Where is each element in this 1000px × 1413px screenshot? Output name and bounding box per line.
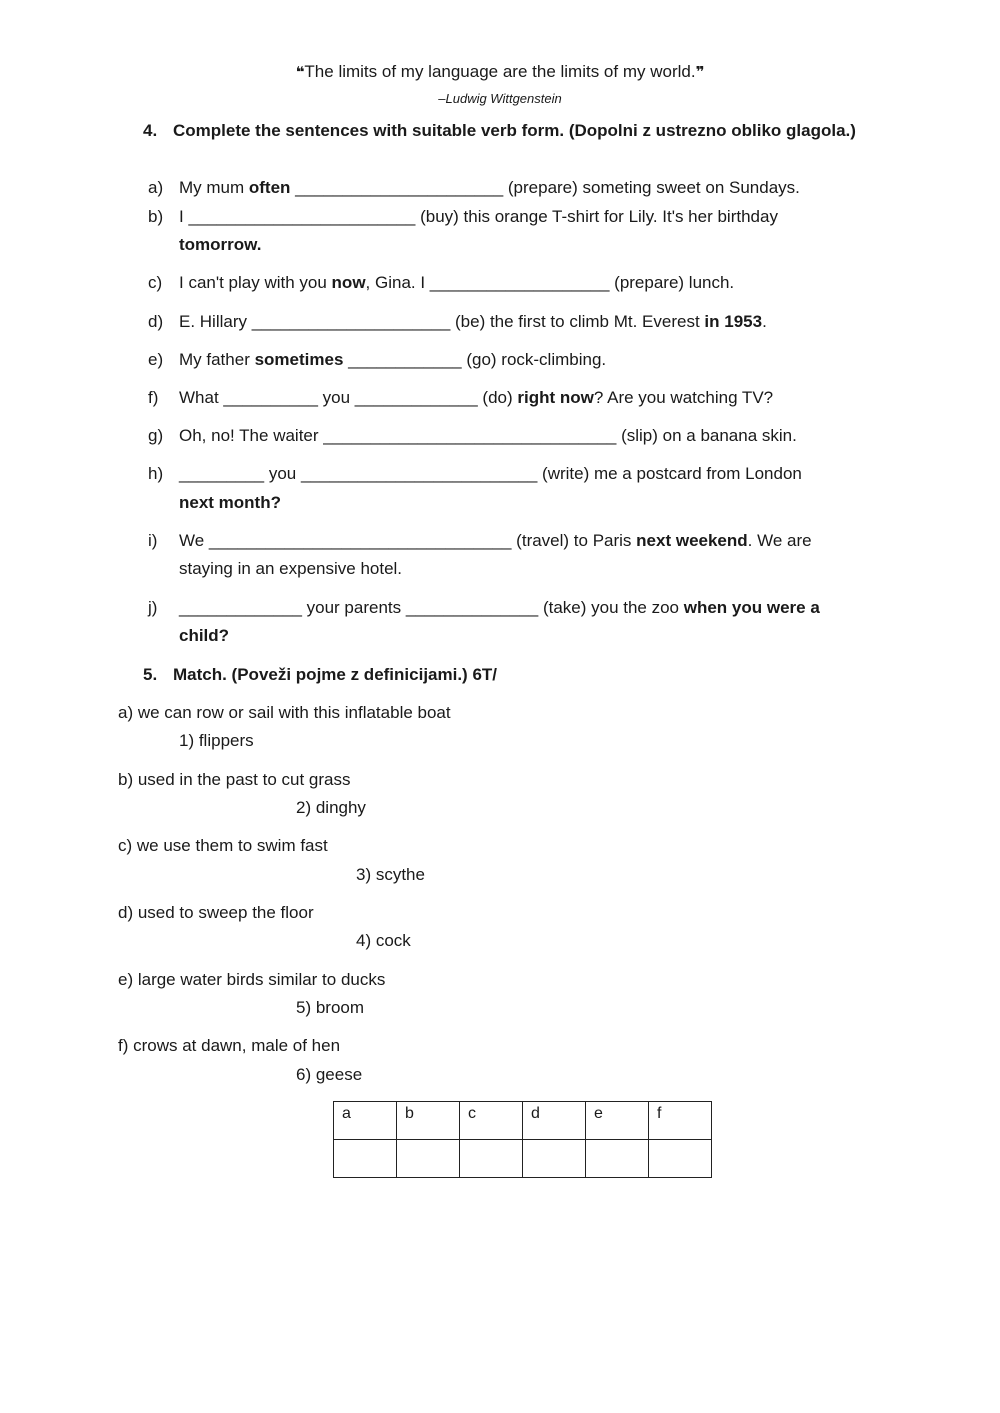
item-e-letter: e) — [148, 350, 164, 369]
term-5: 5) broom — [296, 998, 365, 1017]
item-c-letter: c) — [148, 273, 163, 292]
item-g-letter: g) — [148, 426, 164, 445]
answer-header-b: b — [397, 1102, 460, 1140]
exercise-5-number: 5. — [143, 665, 158, 684]
quote-author — [0, 91, 1000, 106]
answer-header-f: f — [649, 1102, 712, 1140]
exercise-4-number: 4. — [143, 121, 158, 140]
answer-table-input-row — [334, 1140, 712, 1178]
quote-text: The limits of my language are the limits of my world. — [304, 62, 696, 81]
item-h-sentence: _________ you _________________________ (write) me a postcard from London — [179, 464, 802, 483]
answer-cell-b[interactable] — [397, 1140, 460, 1178]
close-quote-mark: ❞ — [695, 64, 705, 81]
definition-e: e) large water birds similar to ducks — [118, 970, 386, 989]
item-a-letter: a) — [148, 178, 164, 197]
item-d-letter: d) — [148, 312, 164, 331]
item-i-letter: i) — [148, 531, 158, 550]
author-name: Ludwig Wittgenstein — [445, 91, 562, 106]
term-4: 4) cock — [356, 931, 411, 950]
answer-cell-f[interactable] — [649, 1140, 712, 1178]
item-j-sentence: _____________ your parents ______________ (take) you the zoo when you were a — [179, 598, 820, 617]
answer-cell-c[interactable] — [460, 1140, 523, 1178]
item-a-sentence: My mum often ______________________ (prepare) someting sweet on Sundays. — [179, 178, 800, 197]
item-b-sentence: I ________________________ (buy) this orange T-shirt for Lily. It's her birthday — [179, 207, 778, 226]
exercise-5-title: Match. (Poveži pojme z definicijami.) 6T/ — [173, 665, 498, 684]
item-b-letter: b) — [148, 207, 164, 226]
item-h-letter: h) — [148, 464, 164, 483]
item-d-sentence: E. Hillary _____________________ (be) the first to climb Mt. Everest in 1953. — [179, 312, 767, 331]
answer-header-e: e — [586, 1102, 649, 1140]
answer-header-a: a — [334, 1102, 397, 1140]
item-g-sentence: Oh, no! The waiter _______________________________ (slip) on a banana skin. — [179, 426, 797, 445]
exercise-5-heading — [143, 665, 497, 685]
term-3: 3) scythe — [356, 865, 425, 884]
item-e-sentence: My father sometimes ____________ (go) rock-climbing. — [179, 350, 607, 369]
item-b-continuation: tomorrow. — [179, 235, 262, 254]
definition-d: d) used to sweep the floor — [118, 903, 314, 922]
author-dash: – — [438, 91, 446, 106]
exercise-4-title: Complete the sentences with suitable verb form. (Dopolni z ustrezno obliko glagola.) — [173, 121, 856, 140]
answer-header-d: d — [523, 1102, 586, 1140]
answer-table-header-row — [334, 1102, 712, 1140]
item-f-sentence: What __________ you _____________ (do) right now? Are you watching TV? — [179, 388, 774, 407]
item-i-continuation: staying in an expensive hotel. — [179, 559, 403, 578]
open-quote-mark: ❝ — [295, 64, 305, 81]
term-6: 6) geese — [296, 1065, 363, 1084]
answer-table — [333, 1101, 712, 1178]
item-i-sentence: We ________________________________ (travel) to Paris next weekend. We are — [179, 531, 812, 550]
item-c-sentence: I can't play with you now, Gina. I ___________________ (prepare) lunch. — [179, 273, 735, 292]
item-j-letter: j) — [148, 598, 158, 617]
answer-cell-a[interactable] — [334, 1140, 397, 1178]
term-2: 2) dinghy — [296, 798, 366, 817]
item-h-continuation: next month? — [179, 493, 281, 512]
item-j-continuation: child? — [179, 626, 230, 645]
answer-cell-e[interactable] — [586, 1140, 649, 1178]
quote — [0, 62, 1000, 82]
answer-cell-d[interactable] — [523, 1140, 586, 1178]
definition-a: a) we can row or sail with this inflatable boat — [118, 703, 451, 722]
exercise-4-heading — [143, 121, 856, 141]
term-1: 1) flippers — [179, 731, 254, 750]
definition-b: b) used in the past to cut grass — [118, 770, 351, 789]
answer-header-c: c — [460, 1102, 523, 1140]
definition-c: c) we use them to swim fast — [118, 836, 328, 855]
definition-f: f) crows at dawn, male of hen — [118, 1036, 341, 1055]
item-f-letter: f) — [148, 388, 159, 407]
